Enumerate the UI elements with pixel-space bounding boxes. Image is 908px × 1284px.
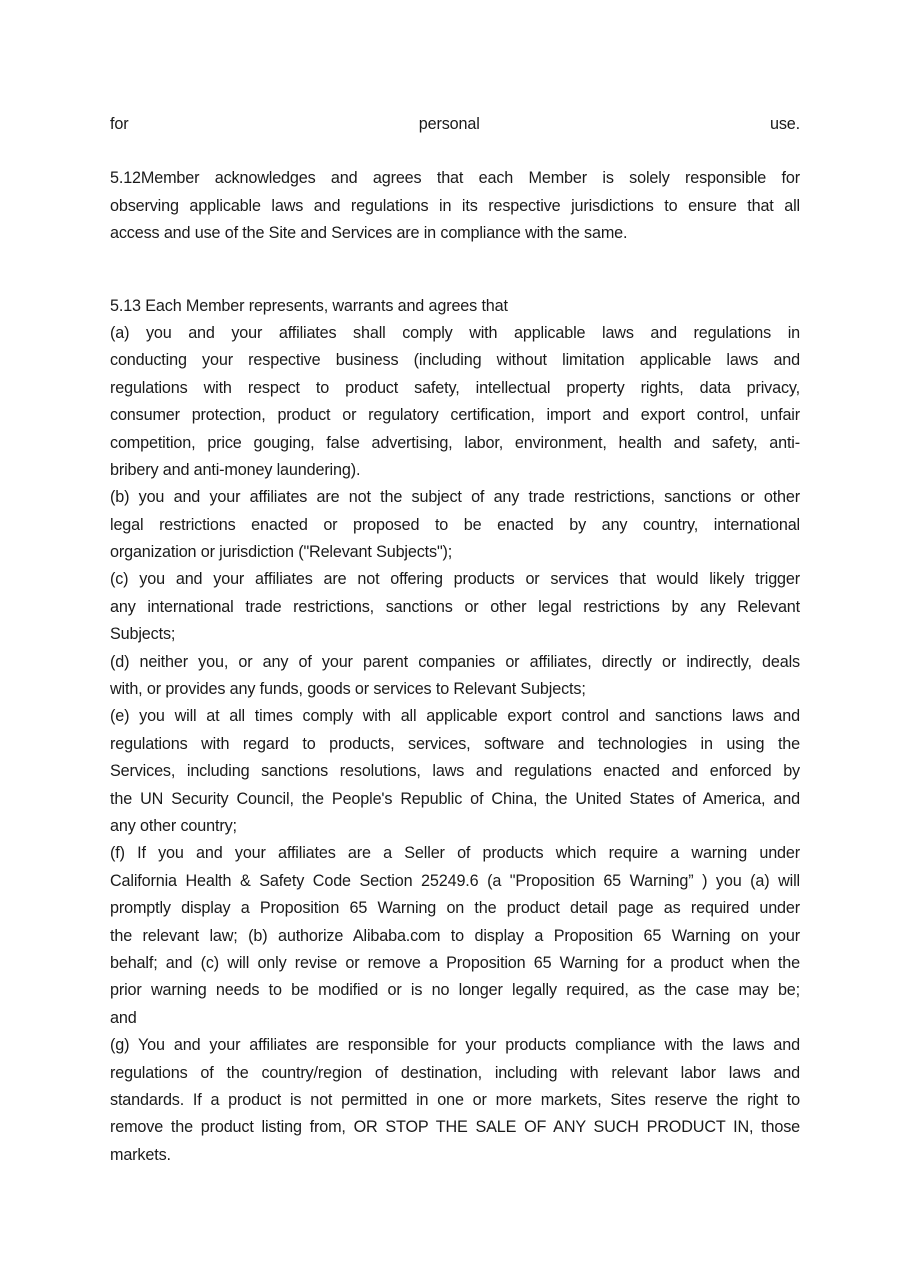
clause-line: (c) you and your affiliates are not offering products or services that would likely trigger (110, 570, 800, 589)
clause-line: standards. If a product is not permitted in one or more markets, Sites reserve the right to (110, 1090, 800, 1109)
clause-line: regulations with regard to products, services, software and technologies in using the (110, 734, 800, 753)
paragraph-line: for personal use. (110, 115, 800, 133)
clause-line: bribery and anti-money laundering). (110, 460, 361, 479)
clause-line: Subjects; (110, 625, 176, 644)
clause-line: prior warning needs to be modified or is no longer legally required, as the case may be; (110, 981, 800, 1000)
paragraph-gap (110, 248, 800, 293)
clause-line: remove the product listing from, OR STOP THE SALE OF ANY SUCH PRODUCT IN, those (110, 1118, 800, 1137)
clause-line: (b) you and your affiliates are not the subject of any trade restrictions, sanctions or other (110, 488, 800, 507)
clause-line: conducting your respective business (including without limitation applicable laws and (110, 351, 800, 370)
section-5-13 (110, 293, 800, 1170)
clause-d (110, 649, 800, 704)
clause-line: any other country; (110, 816, 237, 835)
clause-line: legal restrictions enacted or proposed to be enacted by any country, international (110, 515, 800, 534)
section-5-12 (110, 165, 800, 247)
clause-line: (f) If you and your affiliates are a Seller of products which require a warning under (110, 844, 800, 863)
document-page (110, 111, 800, 1169)
clause-line: (a) you and your affiliates shall comply with applicable laws and regulations in (110, 323, 800, 342)
clause-line: consumer protection, product or regulatory certification, import and export control, unfair (110, 406, 800, 425)
clause-line: any international trade restrictions, sanctions or other legal restrictions by any Relevant (110, 597, 800, 616)
clause-f (110, 840, 800, 1032)
clause-line: (g) You and your affiliates are responsible for your products compliance with the laws and (110, 1036, 800, 1055)
paragraph-line: access and use of the Site and Services are in compliance with the same. (110, 224, 628, 243)
clause-a (110, 320, 800, 484)
clause-line: behalf; and (c) will only revise or remove a Proposition 65 Warning for a product when the (110, 953, 800, 972)
continuation-paragraph (110, 111, 800, 138)
clause-line: the relevant law; (b) authorize Alibaba.com to display a Proposition 65 Warning on your (110, 926, 800, 945)
clause-line: the UN Security Council, the People's Republic of China, the United States of America, and (110, 789, 800, 808)
clause-line: markets. (110, 1145, 171, 1164)
clause-line: promptly display a Proposition 65 Warning on the product detail page as required under (110, 899, 800, 918)
clause-c (110, 566, 800, 648)
clause-e (110, 703, 800, 840)
clause-b (110, 484, 800, 566)
paragraph-gap (110, 138, 800, 165)
paragraph-line: 5.12Member acknowledges and agrees that each Member is solely responsible for (110, 169, 800, 188)
clause-g (110, 1032, 800, 1169)
clause-line: organization or jurisdiction ("Relevant Subjects"); (110, 543, 453, 562)
clause-line: California Health & Safety Code Section 25249.6 (a "Proposition 65 Warning” ) you (a) will (110, 871, 800, 890)
clause-line: (d) neither you, or any of your parent companies or affiliates, directly or indirectly, deals (110, 652, 800, 671)
clause-line: with, or provides any funds, goods or services to Relevant Subjects; (110, 680, 586, 699)
clause-line: Services, including sanctions resolutions, laws and regulations enacted and enforced by (110, 762, 800, 781)
paragraph-line: observing applicable laws and regulations in its respective jurisdictions to ensure that all (110, 196, 800, 215)
clause-line: (e) you will at all times comply with all applicable export control and sanctions laws and (110, 707, 800, 726)
clause-line: competition, price gouging, false advertising, labor, environment, health and safety, anti- (110, 433, 800, 452)
clause-line: regulations with respect to product safety, intellectual property rights, data privacy, (110, 378, 800, 397)
clause-line: regulations of the country/region of destination, including with relevant labor laws and (110, 1063, 800, 1082)
clause-line: and (110, 1008, 137, 1027)
section-heading: 5.13 Each Member represents, warrants and agrees that (110, 296, 508, 315)
